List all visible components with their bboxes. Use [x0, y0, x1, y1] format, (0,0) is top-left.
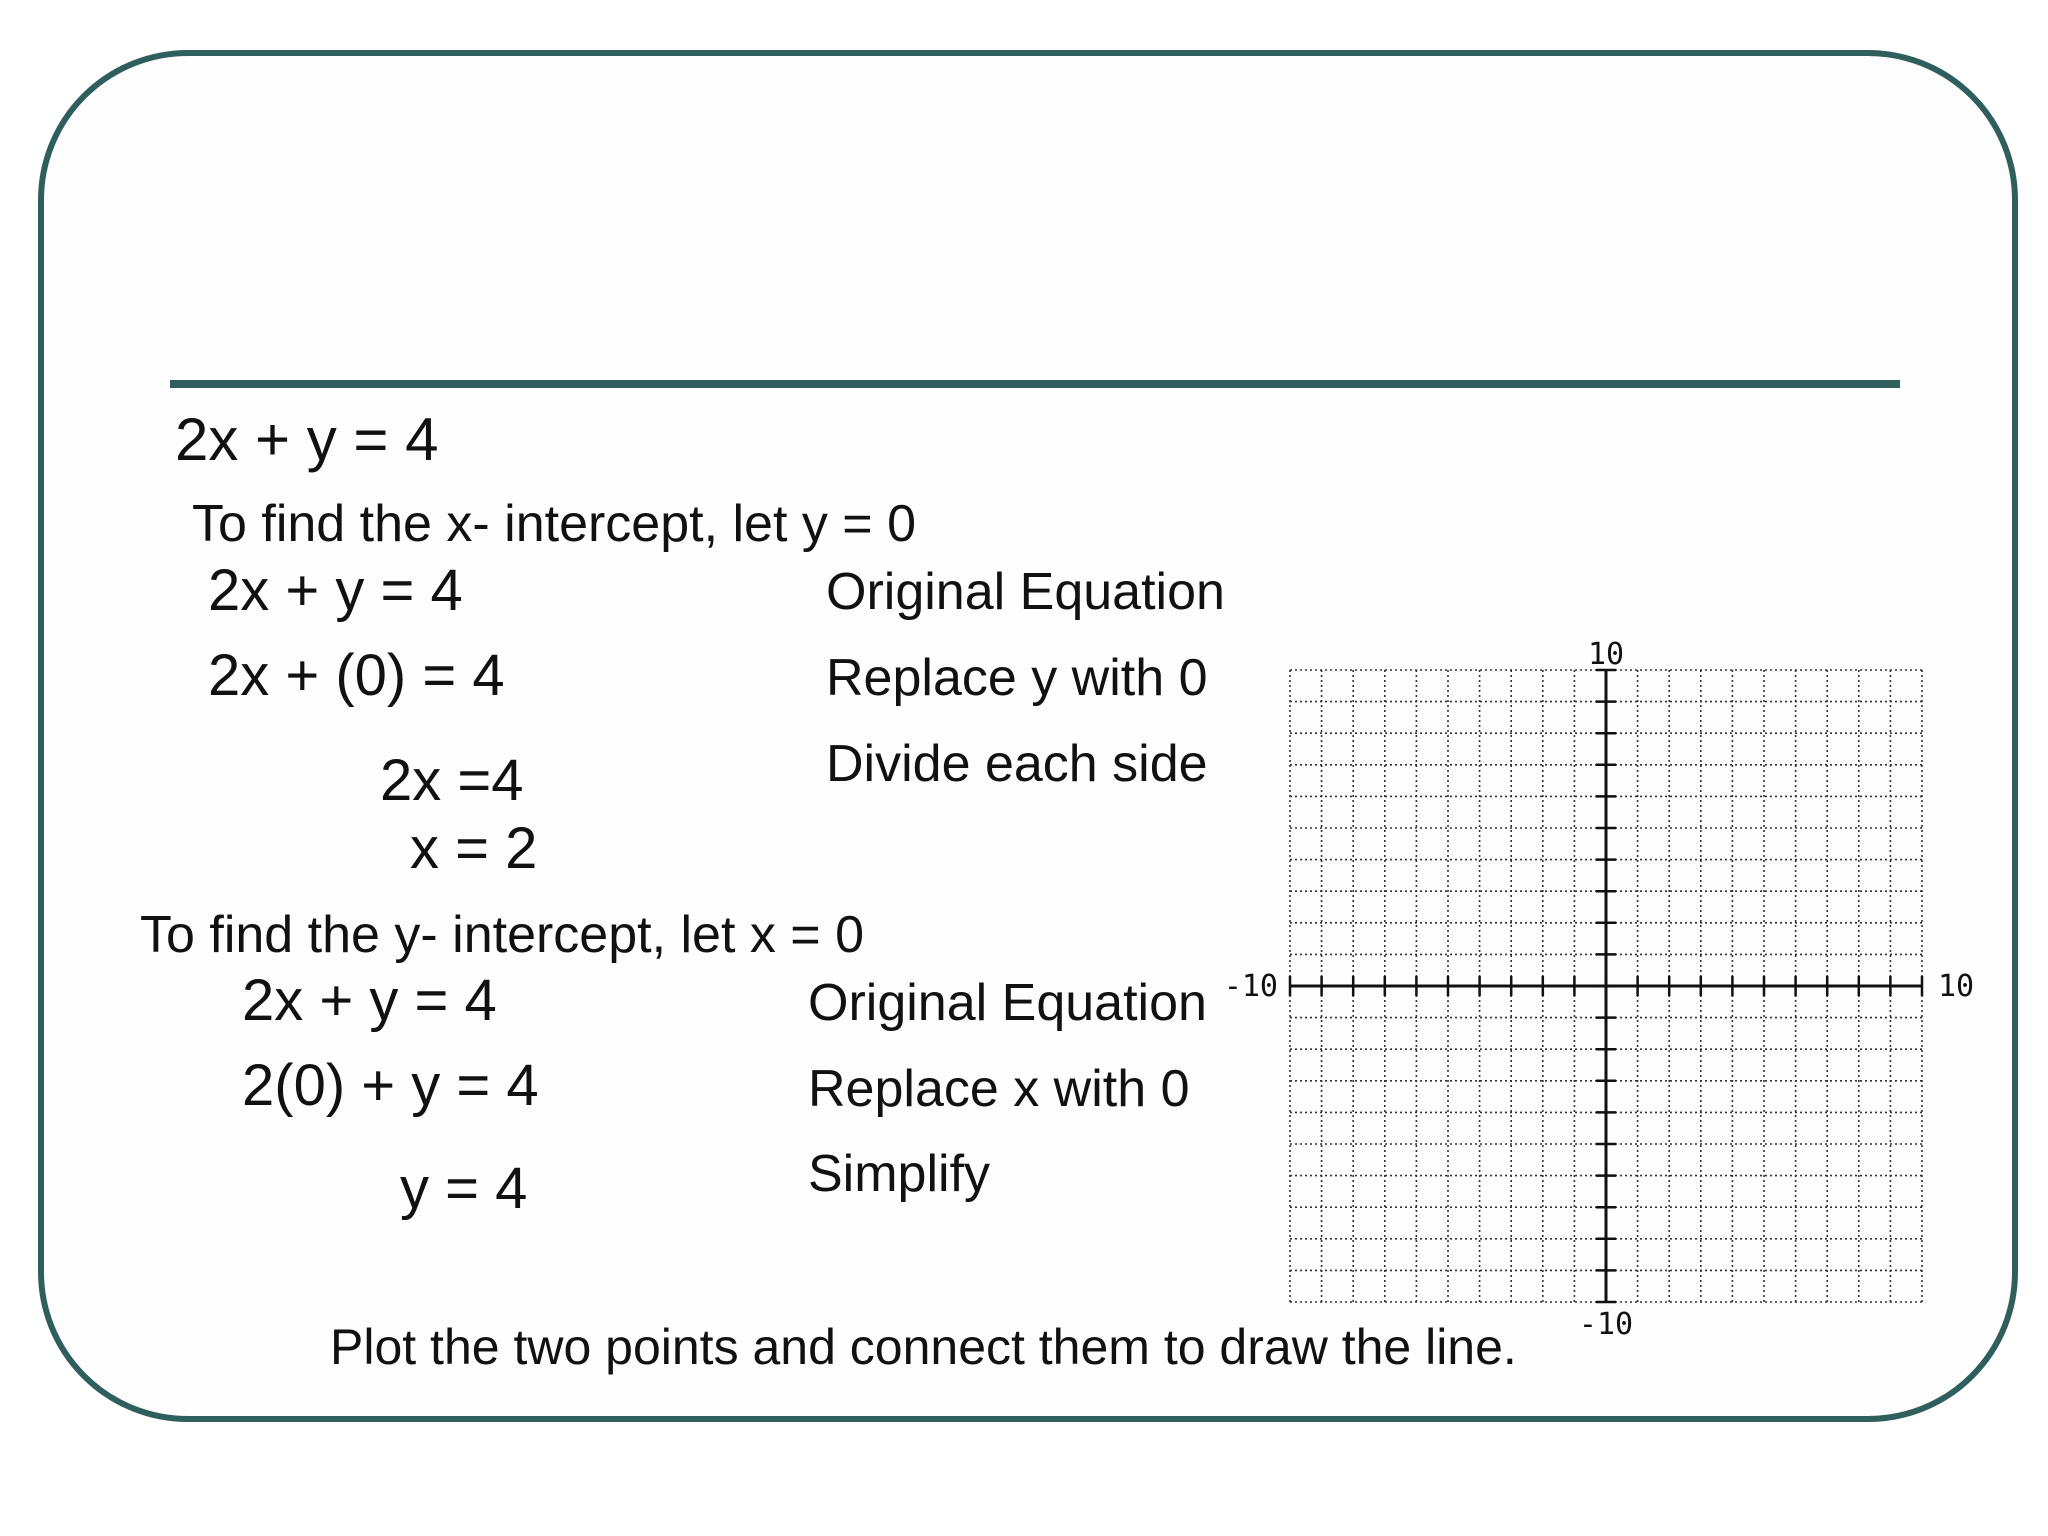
footer-instruction: Plot the two points and connect them to draw the line.	[330, 1319, 1517, 1375]
x-step-2-math: 2x + (0) = 4	[208, 643, 505, 708]
x-step-3-math: 2x =4	[380, 748, 524, 813]
title-divider	[170, 380, 1900, 388]
y-intercept-heading: To find the y- intercept, let x = 0	[140, 906, 865, 964]
y-step-3-math: y = 4	[400, 1156, 528, 1221]
y-step-3-label: Simplify	[808, 1145, 991, 1203]
coordinate-grid	[1210, 636, 2000, 1336]
x-step-3-label: Divide each side	[826, 735, 1208, 793]
x-step-1-math: 2x + y = 4	[208, 558, 463, 623]
x-intercept-heading: To find the x- intercept, let y = 0	[192, 495, 917, 553]
x-step-4-math: x = 2	[410, 816, 538, 881]
y-min-tick-label: -10	[1578, 1307, 1634, 1336]
y-max-tick-label: 10	[1587, 637, 1625, 672]
x-min-tick-label: -10	[1223, 969, 1278, 1004]
x-max-tick-label: 10	[1938, 969, 1975, 1004]
main-equation: 2x + y = 4	[175, 406, 439, 473]
x-step-1-label: Original Equation	[826, 563, 1225, 621]
y-step-2-label: Replace x with 0	[808, 1060, 1190, 1118]
x-step-2-label: Replace y with 0	[826, 649, 1208, 707]
y-step-1-label: Original Equation	[808, 974, 1207, 1032]
y-step-1-math: 2x + y = 4	[242, 968, 497, 1033]
y-step-2-math: 2(0) + y = 4	[242, 1053, 539, 1118]
